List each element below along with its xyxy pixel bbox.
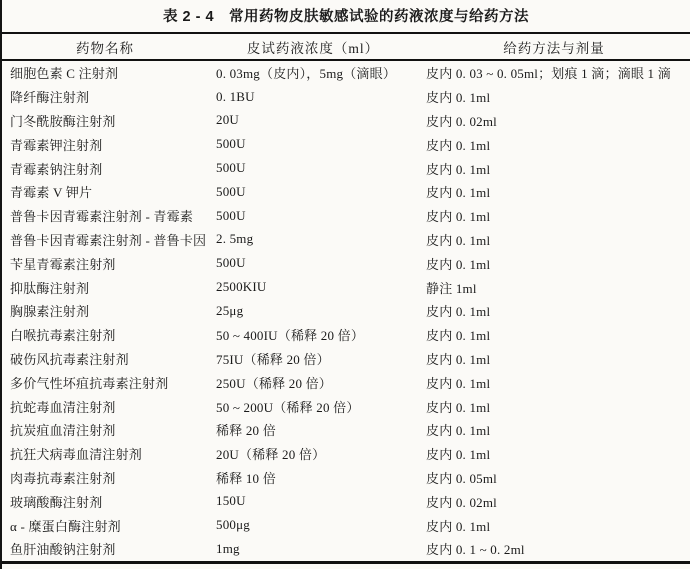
- cell-method: 皮内 0. 1ml: [426, 423, 491, 439]
- cell-drug-name: α - 糜蛋白酶注射剂: [10, 518, 121, 534]
- cell-method: 皮内 0. 1ml: [426, 137, 491, 153]
- cell-drug-name: 门冬酰胺酶注射剂: [10, 113, 116, 129]
- table-row: [2, 537, 690, 562]
- cell-concentration: 20U（稀释 20 倍）: [216, 447, 326, 463]
- table-row: [2, 60, 690, 85]
- cell-concentration: 25μg: [216, 302, 244, 318]
- cell-method: 皮内 0. 1ml: [426, 256, 491, 272]
- cell-concentration: 500μg: [216, 517, 250, 533]
- cell-drug-name: 抗狂犬病毒血清注射剂: [10, 447, 143, 463]
- table-row: [2, 228, 690, 252]
- cell-method: 皮内 0. 02ml: [426, 113, 497, 129]
- cell-drug-name: 多价气性坏疽抗毒素注射剂: [10, 375, 169, 391]
- table-row: [2, 275, 690, 299]
- cell-method: 皮内 0. 1ml: [426, 161, 491, 177]
- cell-concentration: 250U（稀释 20 倍）: [216, 375, 332, 391]
- cell-method: 皮内 0. 1ml: [426, 351, 491, 367]
- cell-method: 皮内 0. 05ml: [426, 470, 497, 486]
- cell-concentration: 2. 5mg: [216, 231, 254, 247]
- table-row: [2, 418, 690, 442]
- table-row: [2, 442, 690, 466]
- cell-drug-name: 抗炭疽血清注射剂: [10, 423, 116, 439]
- cell-drug-name: 青霉素 V 钾片: [10, 185, 93, 201]
- cell-drug-name: 白喉抗毒素注射剂: [10, 328, 116, 344]
- cell-method: 皮内 0. 1ml: [426, 447, 491, 463]
- col-header-method: 给药方法与剂量: [418, 33, 690, 60]
- table-row: [2, 251, 690, 275]
- cell-drug-name: 青霉素钾注射剂: [10, 137, 103, 153]
- cell-drug-name: 普鲁卡因青霉素注射剂 - 青霉素: [10, 209, 194, 225]
- cell-concentration: 1mg: [216, 540, 240, 556]
- cell-method: 静注 1ml: [426, 280, 477, 296]
- cell-method: 皮内 0. 1ml: [426, 232, 491, 248]
- cell-concentration: 稀释 10 倍: [216, 470, 276, 486]
- table-row: [2, 109, 690, 133]
- table-title: 表 2 - 4 常用药物皮肤敏感试验的药液浓度与给药方法: [162, 9, 530, 25]
- cell-method: 皮内 0. 02ml: [426, 494, 497, 510]
- cell-concentration: 150U: [216, 493, 246, 509]
- header-row: [2, 33, 690, 60]
- cell-concentration: 50 ~ 200U（稀释 20 倍）: [216, 399, 360, 415]
- table-row: [2, 323, 690, 347]
- cell-drug-name: 肉毒抗毒素注射剂: [10, 470, 116, 486]
- cell-drug-name: 破伤风抗毒素注射剂: [10, 351, 129, 367]
- cell-concentration: 0. 03mg（皮内），5mg（滴眼）: [216, 66, 397, 82]
- table-row: [2, 180, 690, 204]
- cell-method: 皮内 0. 1ml: [426, 209, 491, 225]
- table-row: [2, 394, 690, 418]
- cell-concentration: 500U: [216, 160, 246, 176]
- cell-concentration: 20U: [216, 112, 239, 128]
- cell-method: 皮内 0. 1ml: [426, 328, 491, 344]
- drug-skin-test-table: [2, 32, 690, 564]
- cell-concentration: 500U: [216, 255, 246, 271]
- cell-concentration: 0. 1BU: [216, 88, 255, 104]
- cell-method: 皮内 0. 03 ~ 0. 05ml；划痕 1 滴；滴眼 1 滴: [426, 66, 671, 82]
- cell-drug-name: 细胞色素 C 注射剂: [10, 66, 119, 82]
- table-row: [2, 85, 690, 109]
- cell-concentration: 500U: [216, 207, 246, 223]
- cell-drug-name: 降纤酶注射剂: [10, 90, 90, 106]
- cell-drug-name: 抗蛇毒血清注射剂: [10, 399, 116, 415]
- cell-drug-name: 玻璃酸酶注射剂: [10, 494, 103, 510]
- cell-drug-name: 胸腺素注射剂: [10, 304, 90, 320]
- cell-method: 皮内 0. 1ml: [426, 375, 491, 391]
- cell-concentration: 500U: [216, 183, 246, 199]
- cell-drug-name: 普鲁卡因青霉素注射剂 - 普鲁卡因: [10, 232, 207, 248]
- cell-method: 皮内 0. 1ml: [426, 185, 491, 201]
- cell-drug-name: 鱼肝油酸钠注射剂: [10, 542, 116, 558]
- col-header-concentration: 皮试药液浓度（ml）: [208, 33, 418, 60]
- cell-concentration: 75IU（稀释 20 倍）: [216, 351, 330, 367]
- cell-concentration: 500U: [216, 136, 246, 152]
- table-row: [2, 370, 690, 394]
- cell-drug-name: 抑肽酶注射剂: [10, 280, 90, 296]
- cell-method: 皮内 0. 1ml: [426, 304, 491, 320]
- table-row: [2, 299, 690, 323]
- table-row: [2, 489, 690, 513]
- table-row: [2, 204, 690, 228]
- cell-method: 皮内 0. 1 ~ 0. 2ml: [426, 542, 525, 558]
- cell-method: 皮内 0. 1ml: [426, 90, 491, 106]
- table-row: [2, 132, 690, 156]
- cell-drug-name: 苄星青霉素注射剂: [10, 256, 116, 272]
- cell-drug-name: 青霉素钠注射剂: [10, 161, 103, 177]
- cell-method: 皮内 0. 1ml: [426, 518, 491, 534]
- cell-concentration: 50 ~ 400IU（稀释 20 倍）: [216, 328, 365, 344]
- table-row: [2, 156, 690, 180]
- table-row: [2, 466, 690, 490]
- table-row: [2, 513, 690, 537]
- cell-concentration: 2500KIU: [216, 279, 267, 295]
- table-row: [2, 347, 690, 371]
- col-header-drug-name: 药物名称: [2, 33, 208, 60]
- cell-method: 皮内 0. 1ml: [426, 399, 491, 415]
- cell-concentration: 稀释 20 倍: [216, 423, 276, 439]
